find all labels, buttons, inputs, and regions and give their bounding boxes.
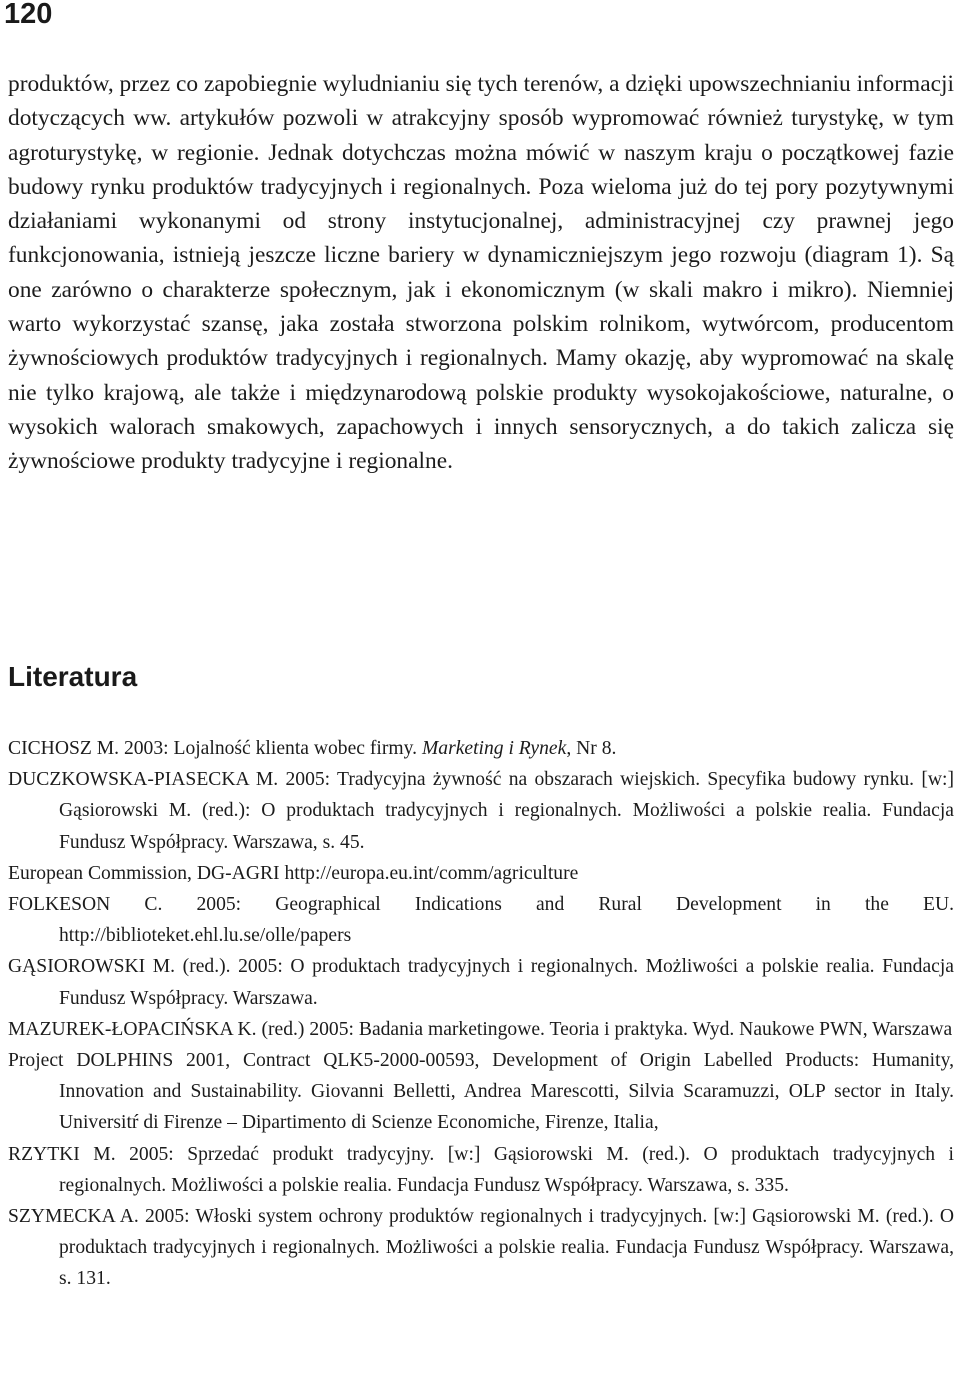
reference-text: Project DOLPHINS 2001, Contract QLK5-2000-00593, Development of Origin Labelled Products: Humanity, Innovation and Sustainability. Giovanni Belletti, Andrea Marescotti, Silvia Scaramuzzi, OLP sector in Italy. Universitŕ di Firenze – Dipartimento di Scienze Economiche, Firenze, Italia, (8, 1050, 954, 1134)
reference-text: European Commission, DG-AGRI http://europa.eu.int/comm/agriculture (8, 862, 579, 884)
literature-heading: Literatura (8, 661, 138, 692)
reference-item (8, 1045, 954, 1139)
reference-item (8, 1201, 954, 1295)
reference-text: FOLKESON C. 2005: Geographical Indications and Rural Development in the EU. http://biblioteket.ehl.lu.se/olle/papers (8, 894, 954, 947)
reference-suffix: , Nr 8. (566, 738, 617, 759)
reference-item (8, 858, 954, 889)
reference-item (8, 733, 954, 764)
reference-text: CICHOSZ M. 2003: Lojalność klienta wobec firmy. (8, 738, 422, 759)
page-number: 120 (4, 0, 53, 30)
body-paragraph (8, 67, 954, 479)
reference-item (8, 951, 954, 1013)
reference-list (8, 733, 954, 1295)
reference-text: GĄSIOROWSKI M. (red.). 2005: O produktach tradycyjnych i regionalnych. Możliwości a polskie realia. Fundacja Fundusz Współpracy. Warszawa. (8, 956, 954, 1009)
reference-text: MAZUREK-ŁOPACIŃSKA K. (red.) 2005: Badania marketingowe. Teoria i praktyka. Wyd. Naukowe PWN, Warszawa (8, 1018, 953, 1040)
reference-text: RZYTKI M. 2005: Sprzedać produkt tradycyjny. [w:] Gąsiorowski M. (red.). O produktach tradycyjnych i regionalnych. Możliwości a polskie realia. Fundacja Fundusz Współpracy. Warszawa, s. 335. (8, 1143, 954, 1196)
reference-journal: Marketing i Rynek (421, 738, 567, 759)
sentence-group-2: Poza wieloma już do tej pory pozytywnymi działaniami wykonanymi od strony instytucjonalnej, administracyjnej czy prawnej jego funkcjonowania, istnieją jeszcze liczne bariery w dynamiczniejszym jego rozwoju (diagram 1). Są one zarówno o charakterze społecznym, jak i ekonomicznym (w skali makro i mikro). (8, 173, 954, 303)
reference-item (8, 1014, 954, 1045)
reference-text: DUCZKOWSKA-PIASECKA M. 2005: Tradycyjna żywność na obszarach wiejskich. Specyfika budowy rynku. [w:] Gąsiorowski M. (red.): O produktach tradycyjnych i regionalnych. Możliwości a polskie realia. Fundacja Fundusz Współpracy. Warszawa, s. 45. (8, 769, 954, 853)
reference-item (8, 1139, 954, 1201)
sentence-group-3: Niemniej warto wykorzystać szansę, jaka została stworzona polskim rolnikom, wytwórcom, producentom żywnościowych produktów tradycyjnych i regionalnych. Mamy okazję, aby wypromować na skalę nie tylko krajową, ale także i międzynarodową polskie produkty wysokojakościowe, naturalne, o wysokich walorach smakowych, zapachowych i innych sensorycznych, a do takich zalicza się żywnościowe produkty tradycyjne i regionalne. (8, 276, 954, 475)
reference-item (8, 764, 954, 858)
reference-text: SZYMECKA A. 2005: Włoski system ochrony produktów regionalnych i tradycyjnych. [w:] Gąsiorowski M. (red.). O produktach tradycyjnych i regionalnych. Możliwości a polskie realia. Fundacja Fundusz Współpracy. Warszawa, s. 131. (8, 1206, 954, 1290)
sentence-group-1: produktów, przez co zapobiegnie wyludnianiu się tych terenów, a dzięki upowszechnianiu informacji dotyczących ww. artykułów pozwoli w atrakcyjny sposób wypromować również turystykę, w tym agroturystykę, w regionie. Jednak dotychczas można mówić w naszym kraju o początkowej fazie budowy rynku produktów tradycyjnych i regionalnych. (8, 71, 954, 200)
reference-item (8, 889, 954, 951)
